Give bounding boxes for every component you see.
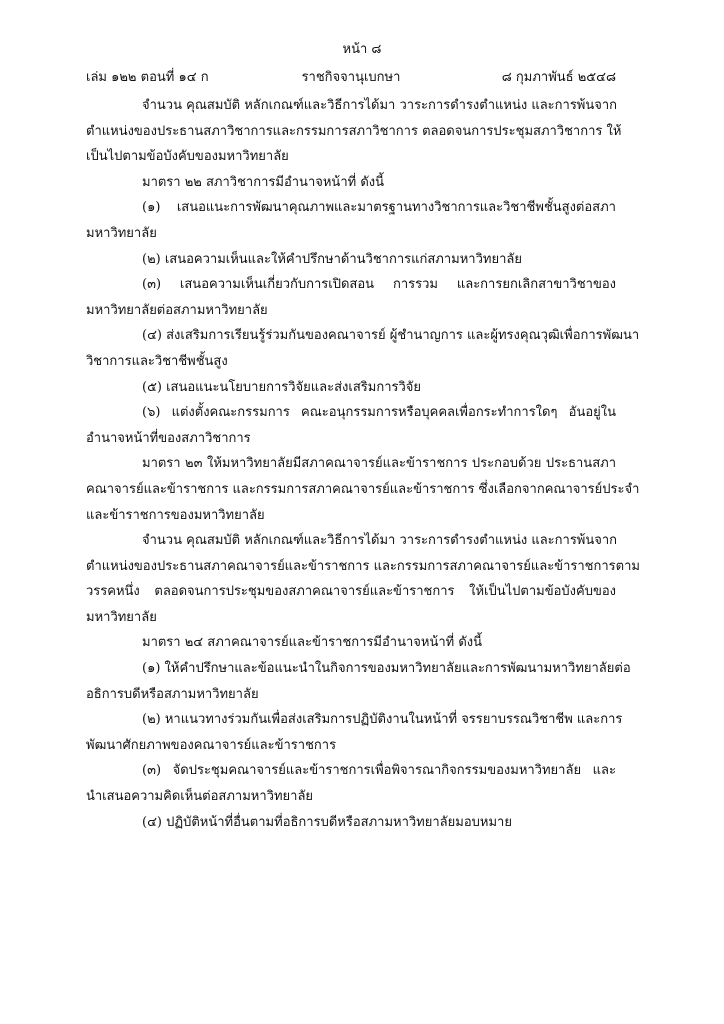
section-heading: มาตรา ๒๓ ให้มหาวิทยาลัยมีสภาคณาจารย์และข้าราชการ ประกอบด้วย ประธานสภา — [142, 456, 616, 472]
page-number: หน้า ๘ — [342, 42, 382, 57]
paragraph-line: วิชาการและวิชาชีพชั้นสูง — [86, 353, 228, 369]
list-item: (๔) ปฏิบัติหน้าที่อื่นตามที่อธิการบดีหรือสภามหาวิทยาลัยมอบหมาย — [142, 814, 512, 830]
document-body — [86, 93, 640, 835]
publication-date: ๘ กุมภาพันธ์ ๒๕๔๘ — [501, 70, 616, 85]
section-heading: มาตรา ๒๔ สภาคณาจารย์และข้าราชการมีอำนาจหน้าที่ ดังนี้ — [142, 635, 483, 651]
list-item: (๓) เสนอความเห็นเกี่ยวกับการเปิดสอน การรวม และการยกเลิกสาขาวิชาของ — [142, 277, 616, 293]
section-heading: มาตรา ๒๒ สภาวิชาการมีอำนาจหน้าที่ ดังนี้ — [142, 174, 384, 190]
paragraph-line: เป็นไปตามข้อบังคับของมหาวิทยาลัย — [86, 149, 289, 165]
list-item: (๔) ส่งเสริมการเรียนรู้ร่วมกันของคณาจารย์ ผู้ชำนาญการ และผู้ทรงคุณวุฒิเพื่อการพัฒนา — [142, 328, 640, 344]
paragraph-line: มหาวิทยาลัย — [86, 609, 157, 625]
paragraph-line: อำนาจหน้าที่ของสภาวิชาการ — [86, 430, 251, 446]
list-item: (๕) เสนอแนะนโยบายการวิจัยและส่งเสริมการวิจัย — [142, 379, 422, 395]
list-item: (๓) จัดประชุมคณาจารย์และข้าราชการเพื่อพิจารณากิจกรรมของมหาวิทยาลัย และ — [142, 763, 616, 779]
paragraph-line: มหาวิทยาลัย — [86, 225, 157, 241]
list-item: (๒) หาแนวทางร่วมกันเพื่อส่งเสริมการปฏิบัติงานในหน้าที่ จรรยาบรรณวิชาชีพ และการ — [142, 712, 623, 728]
paragraph-line: มหาวิทยาลัยต่อสภามหาวิทยาลัย — [86, 302, 268, 318]
gazette-title: ราชกิจจานุเบกษา — [301, 70, 401, 85]
list-item: (๒) เสนอความเห็นและให้คำปรึกษาด้านวิชาการแก่สภามหาวิทยาลัย — [142, 251, 522, 267]
paragraph-line: วรรคหนึ่ง ตลอดจนการประชุมของสภาคณาจารย์และข้าราชการ ให้เป็นไปตามข้อบังคับของ — [86, 584, 616, 600]
paragraph-line: จำนวน คุณสมบัติ หลักเกณฑ์และวิธีการได้มา วาระการดำรงตำแหน่ง และการพ้นจาก — [142, 98, 618, 113]
paragraph-line: ตำแหน่งของประธานสภาวิชาการและกรรมการสภาวิชาการ ตลอดจนการประชุมสภาวิชาการ ให้ — [86, 123, 622, 139]
paragraph-line: คณาจารย์และข้าราชการ และกรรมการสภาคณาจารย์และข้าราชการ ซึ่งเลือกจากคณาจารย์ประจำ — [86, 481, 640, 497]
paragraph-line: พัฒนาศักยภาพของคณาจารย์และข้าราชการ — [86, 737, 337, 753]
paragraph-line: และข้าราชการของมหาวิทยาลัย — [86, 507, 265, 523]
list-item: (๖) แต่งตั้งคณะกรรมการ คณะอนุกรรมการหรือบุคคลเพื่อกระทำการใดๆ อันอยู่ใน — [142, 405, 616, 421]
list-item: (๑) เสนอแนะการพัฒนาคุณภาพและมาตรฐานทางวิชาการและวิชาชีพชั้นสูงต่อสภา — [142, 200, 616, 216]
volume-issue: เล่ม ๑๒๒ ตอนที่ ๑๔ ก — [86, 70, 209, 85]
paragraph-line: นำเสนอความคิดเห็นต่อสภามหาวิทยาลัย — [86, 789, 314, 805]
paragraph-line: จำนวน คุณสมบัติ หลักเกณฑ์และวิธีการได้มา วาระการดำรงตำแหน่ง และการพ้นจาก — [142, 533, 618, 549]
list-item: (๑) ให้คำปรึกษาและข้อแนะนำในกิจการของมหาวิทยาลัยและการพัฒนามหาวิทยาลัยต่อ — [142, 661, 631, 677]
paragraph-line: ตำแหน่งของประธานสภาคณาจารย์และข้าราชการ และกรรมการสภาคณาจารย์และข้าราชการตาม — [86, 558, 640, 574]
gazette-header — [86, 66, 616, 84]
paragraph-line: อธิการบดีหรือสภามหาวิทยาลัย — [86, 686, 259, 702]
